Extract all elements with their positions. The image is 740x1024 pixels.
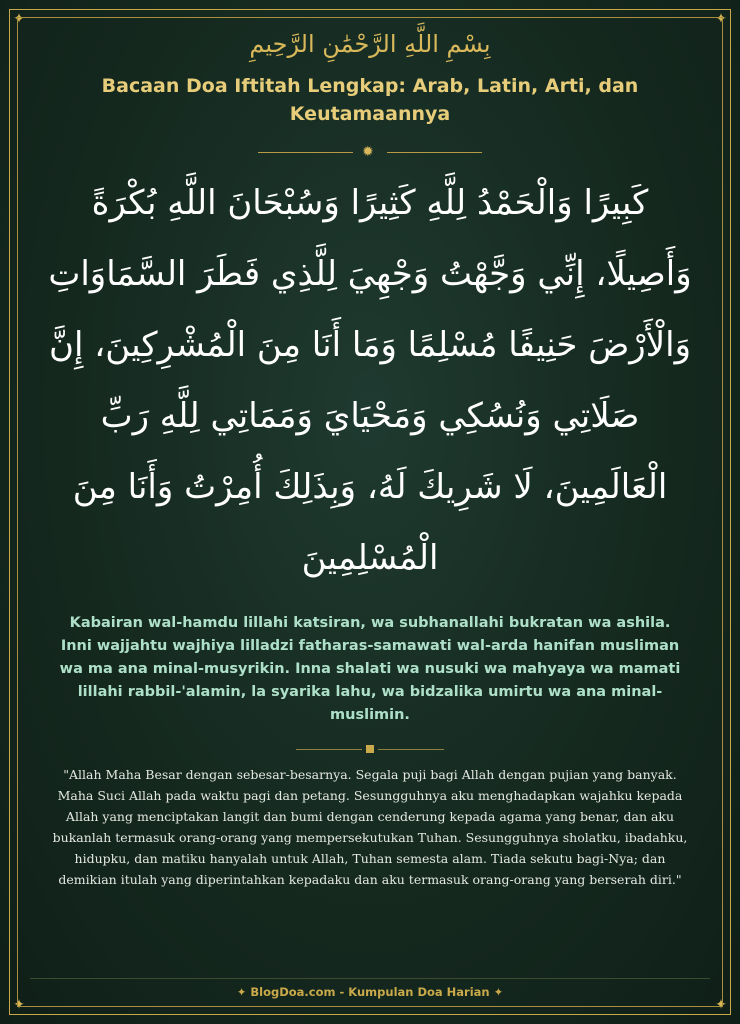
- translation-text: "Allah Maha Besar dengan sebesar-besarnya. Segala puji bagi Allah dengan pujian yang banyak. Maha Suci Allah pada waktu pagi dan petang. Sesungguhnya aku menghadapkan wajahku kepada Allah yang menciptakan langit dan bumi dengan cenderung kepada agama yang benar, dan aku bukanlah termasuk orang-orang yang mempersekutukan Tuhan. Sesungguhnya sholatku, ibadahku, hidupku, dan matiku hanyalah untuk Allah, Tuhan semesta alam. Tiada sekutu bagi-Nya; dan demikian itulah yang diperintahkan kepadaku dan aku termasuk orang-orang yang berserah diri.": [52, 767, 688, 887]
- divider-line: [387, 152, 482, 153]
- divider-line: [258, 152, 353, 153]
- page-title: Bacaan Doa Iftitah Lengkap: Arab, Latin, Arti, dan Keutamaannya: [101, 75, 639, 125]
- square-ornament-icon: [366, 745, 374, 753]
- corner-ornament-icon: ✦: [13, 11, 25, 27]
- footer-divider: [30, 978, 710, 979]
- basmalah: بِسْمِ اللَّهِ الرَّحْمَٰنِ الرَّحِيمِ: [249, 30, 491, 58]
- title-divider: [258, 145, 482, 159]
- star-ornament-icon: ✹: [362, 144, 374, 160]
- arabic-prayer-text: كَبِيرًا وَالْحَمْدُ لِلَّهِ كَثِيرًا وَسُبْحَانَ اللَّهِ بُكْرَةً وَأَصِيلًا، إِنِّي وَجَّهْتُ وَجْهِيَ لِلَّذِي فَطَرَ السَّمَاوَاتِ وَالْأَرْضَ حَنِيفًا مُسْلِمًا وَمَا أَنَا مِنَ الْمُشْرِكِينَ، إِنَّ صَلَاتِي وَنُسُكِي وَمَحْيَايَ وَمَمَاتِي لِلَّهِ رَبِّ الْعَالَمِينَ، لَا شَرِيكَ لَهُ، وَبِذَلِكَ أُمِرْتُ وَأَنَا مِنَ الْمُسْلِمِينَ: [48, 183, 692, 578]
- corner-ornament-icon: ✦: [715, 11, 727, 27]
- corner-ornament-icon: ✦: [715, 997, 727, 1013]
- latin-transliteration: Kabairan wal-hamdu lillahi katsiran, wa subhanallahi bukratan wa ashila. Inni wajjahtu wajhiya lilladzi fatharas-samawati wal-arda hanifan musliman wa ma ana minal-musyrikin. Inna shalati wa nusuki wa mahyaya wa mamati lillahi rabbil-'alamin, la syarika lahu, wa bidzalika umirtu wa ana minal-muslimin.: [59, 615, 681, 723]
- divider-line: [378, 749, 444, 750]
- divider-line: [296, 749, 362, 750]
- section-divider: [296, 743, 444, 755]
- corner-ornament-icon: ✦: [13, 997, 25, 1013]
- footer-credit: ✦ BlogDoa.com - Kumpulan Doa Harian ✦: [236, 985, 504, 999]
